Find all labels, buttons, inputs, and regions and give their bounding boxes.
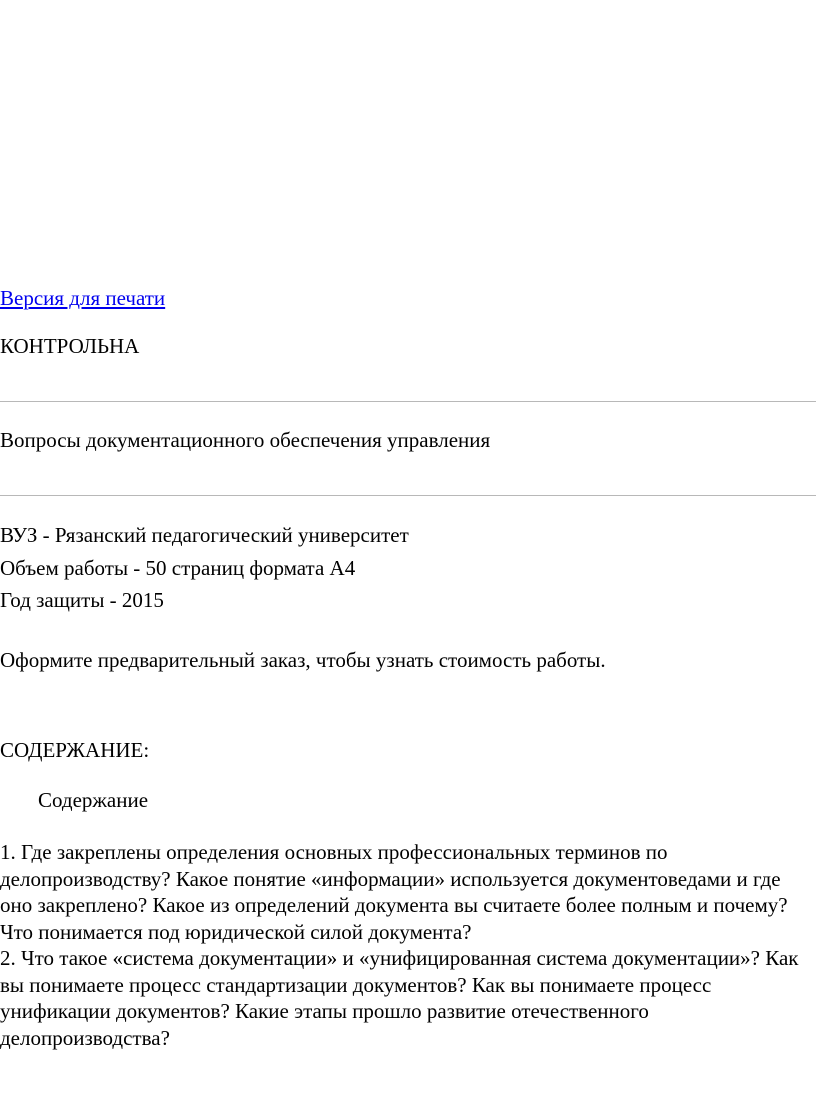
document-subject: Вопросы документационного обеспечения управления (0, 428, 491, 452)
contents-heading: СОДЕРЖАНИЕ: (0, 738, 150, 762)
contents-subheading: Содержание (38, 788, 149, 812)
divider-bottom (0, 495, 816, 496)
meta-university: ВУЗ - Рязанский педагогический университет (0, 523, 409, 547)
contents-questions (0, 839, 816, 1051)
meta-year: Год защиты - 2015 (0, 588, 164, 612)
document-type: КОНТРОЛЬНА (0, 334, 140, 358)
divider-top (0, 401, 816, 402)
order-note: Оформите предварительный заказ, чтобы узнать стоимость работы. (0, 648, 606, 672)
print-version-link[interactable]: Версия для печати (0, 286, 166, 310)
question-item: 2. Что такое «система документации» и «унифицированная система документации»? Как вы понимаете процесс стандартизации документов? Как вы понимаете процесс унификации документов? Какие этапы прошло развитие отечественного делопроизводства? (0, 946, 799, 1050)
meta-volume: Объем работы - 50 страниц формата А4 (0, 556, 356, 580)
question-item: 1. Где закреплены определения основных профессиональных терминов по делопроизводству? Какое понятие «информации» используется документоведами и где оно закреплено? Какое из определений документа вы считаете более полным и почему? Что понимается под юридической силой документа? (0, 840, 788, 944)
